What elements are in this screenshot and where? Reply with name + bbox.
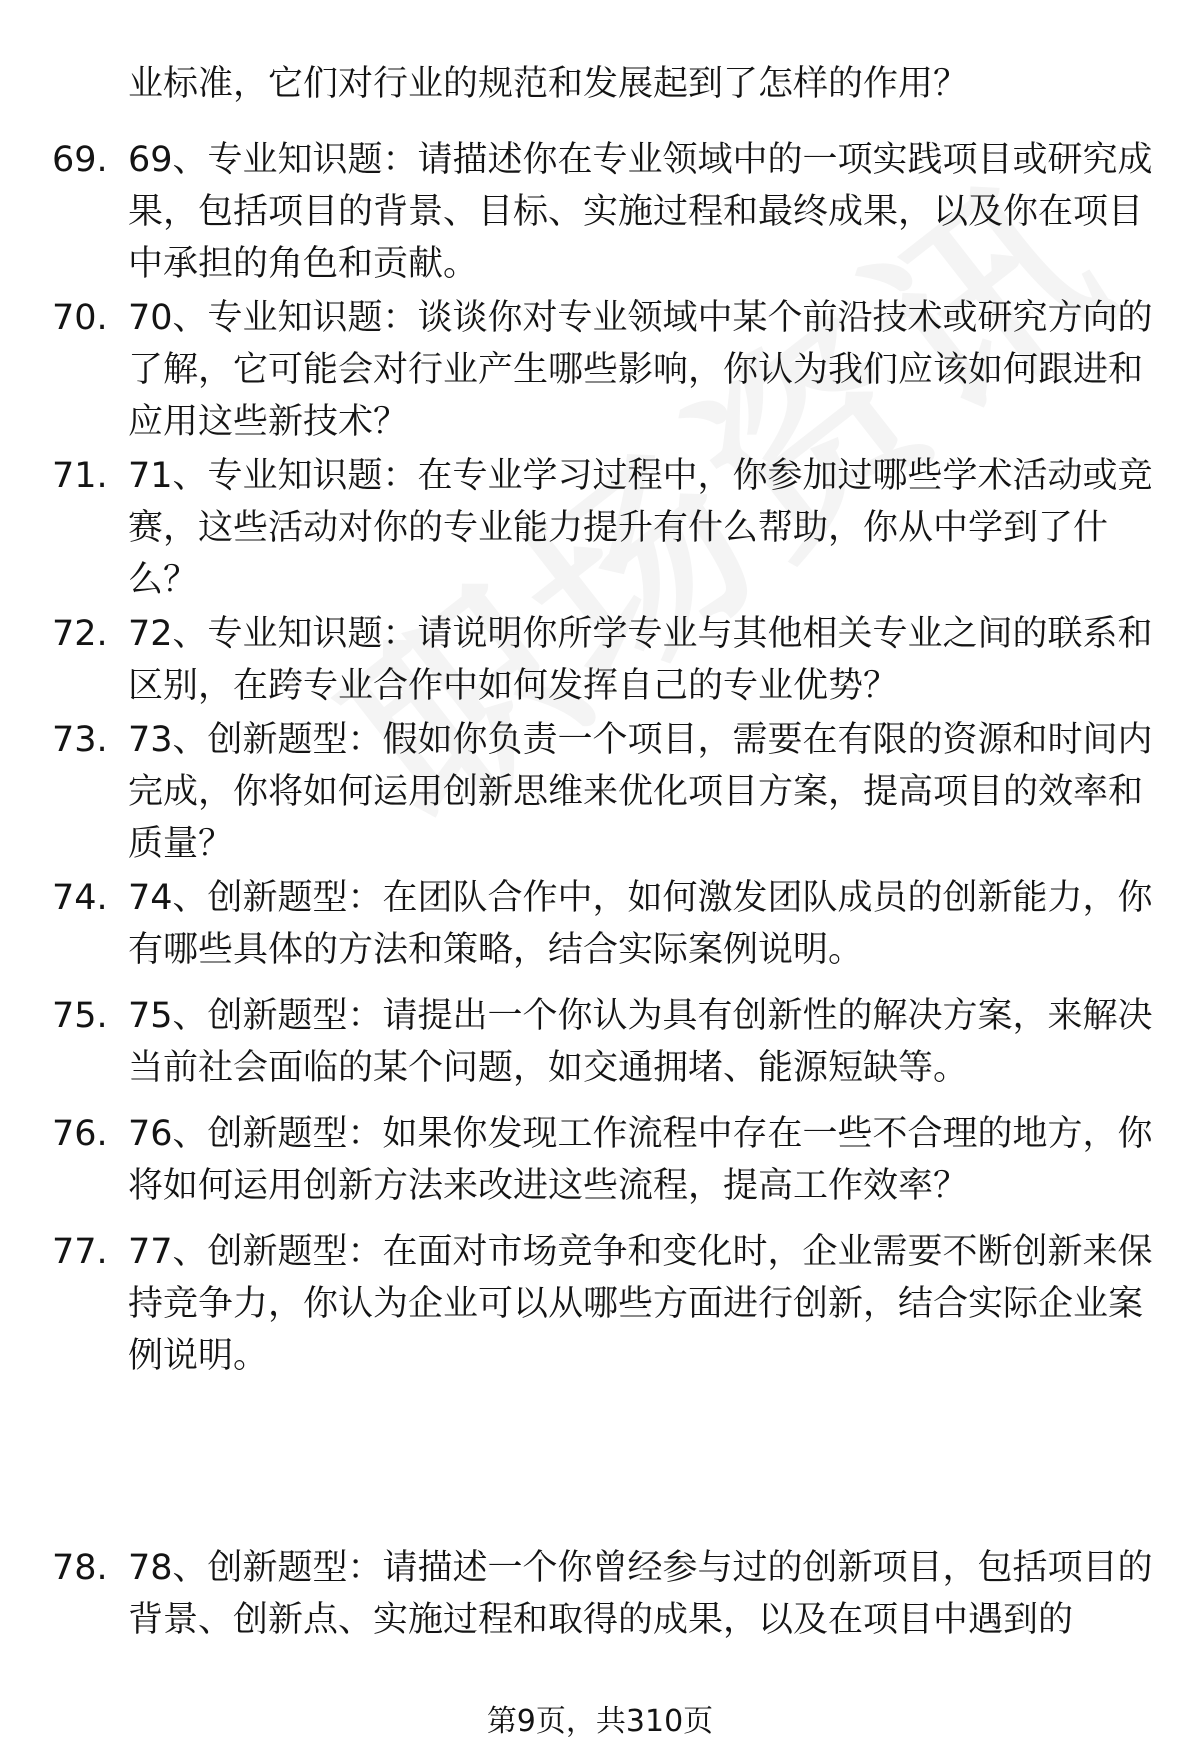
item-number: 73. bbox=[52, 720, 108, 760]
item-text: 76、创新题型：如果你发现工作流程中存在一些不合理的地方，你将如何运用创新方法来改进这些流程，提高工作效率？ bbox=[128, 1114, 1153, 1206]
page-footer: 第9页，共310页 bbox=[486, 1704, 714, 1739]
item-text: 75、创新题型：请提出一个你认为具有创新性的解决方案，来解决当前社会面临的某个问题，如交通拥堵、能源短缺等。 bbox=[128, 996, 1153, 1088]
item-text: 72、专业知识题：请说明你所学专业与其他相关专业之间的联系和区别，在跨专业合作中如何发挥自己的专业优势？ bbox=[128, 614, 1153, 706]
item-number: 72. bbox=[52, 614, 108, 654]
item-number: 75. bbox=[52, 996, 108, 1036]
item-text: 71、专业知识题：在专业学习过程中，你参加过哪些学术活动或竞赛，这些活动对你的专业能力提升有什么帮助，你从中学到了什么？ bbox=[128, 456, 1153, 600]
item-number: 74. bbox=[52, 878, 108, 918]
item-number: 70. bbox=[52, 298, 108, 338]
item-number: 77. bbox=[52, 1232, 108, 1272]
item-text: 70、专业知识题：谈谈你对专业领域中某个前沿技术或研究方向的了解，它可能会对行业产生哪些影响，你认为我们应该如何跟进和应用这些新技术？ bbox=[128, 298, 1153, 442]
item-number: 76. bbox=[52, 1114, 108, 1154]
continuation-text: 业标准，它们对行业的规范和发展起到了怎样的作用？ bbox=[128, 64, 969, 104]
list-item bbox=[0, 1542, 1200, 1646]
item-text: 73、创新题型：假如你负责一个项目，需要在有限的资源和时间内完成，你将如何运用创新思维来优化项目方案，提高项目的效率和质量？ bbox=[128, 720, 1153, 864]
item-text: 69、专业知识题：请描述你在专业领域中的一项实践项目或研究成果，包括项目的背景、目标、实施过程和最终成果，以及你在项目中承担的角色和贡献。 bbox=[128, 140, 1153, 284]
item-text: 77、创新题型：在面对市场竞争和变化时，企业需要不断创新来保持竞争力，你认为企业可以从哪些方面进行创新，结合实际企业案例说明。 bbox=[128, 1232, 1153, 1376]
item-text: 78、创新题型：请描述一个你曾经参与过的创新项目，包括项目的背景、创新点、实施过程和取得的成果，以及在项目中遇到的 bbox=[128, 1548, 1153, 1640]
item-number: 71. bbox=[52, 456, 108, 496]
item-text: 74、创新题型：在团队合作中，如何激发团队成员的创新能力，你有哪些具体的方法和策略，结合实际案例说明。 bbox=[128, 878, 1153, 970]
item-number: 69. bbox=[52, 140, 108, 180]
item-number: 78. bbox=[52, 1548, 108, 1588]
